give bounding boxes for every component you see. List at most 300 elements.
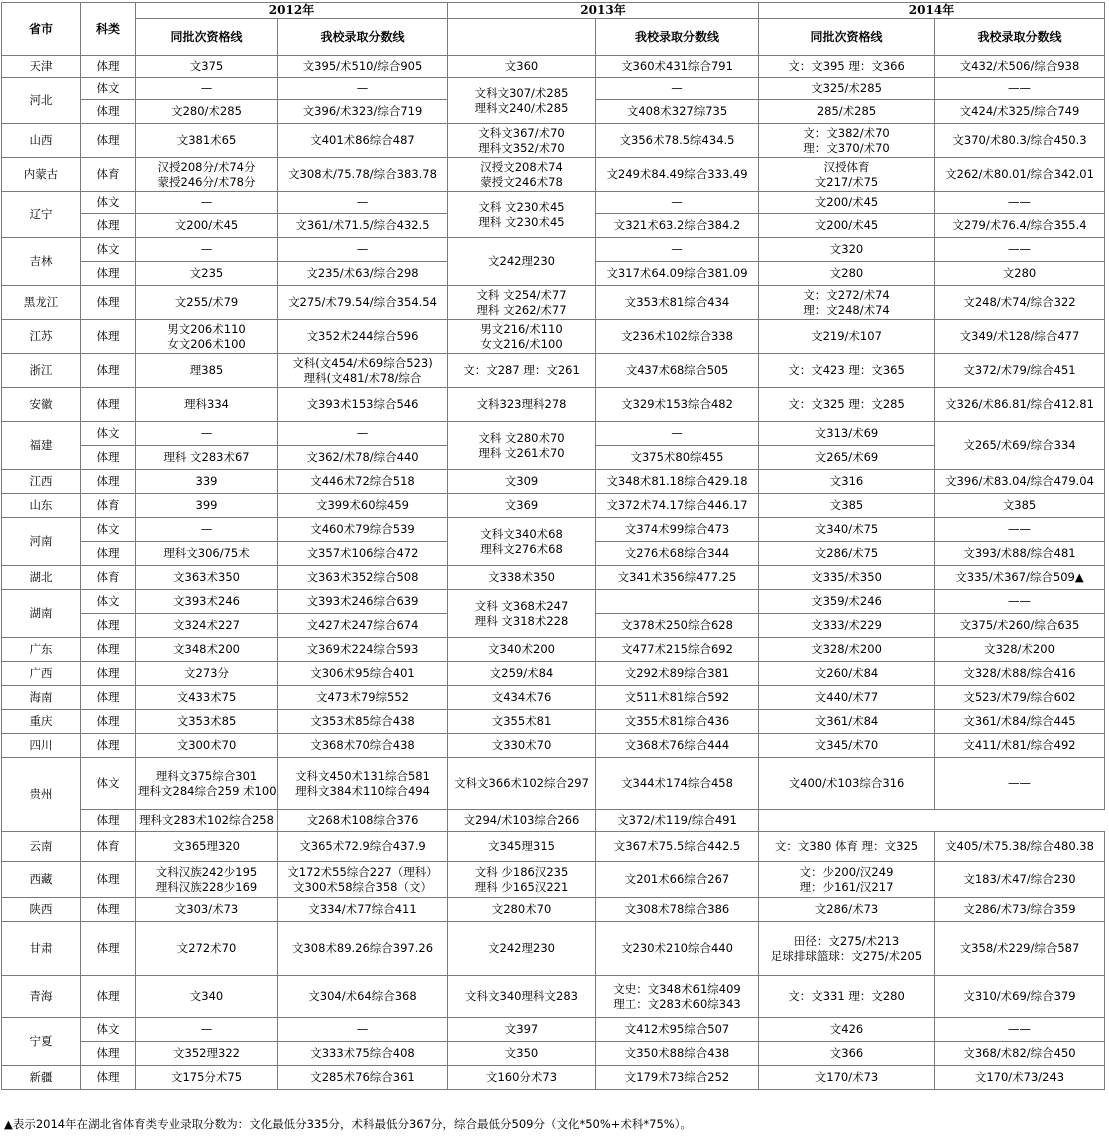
table-row xyxy=(2,898,1105,922)
table-row xyxy=(2,758,1105,810)
category-cell: 体理 xyxy=(81,320,136,354)
category-cell: 体理 xyxy=(81,862,136,898)
score-cell: 文175分术75 xyxy=(136,1066,278,1090)
score-cell: 文321术63.2综合384.2 xyxy=(596,214,759,238)
category-cell: 体理 xyxy=(81,542,136,566)
table-row xyxy=(2,494,1105,518)
table-row xyxy=(2,566,1105,590)
score-cell: 文268术108综合376 xyxy=(278,810,448,832)
category-cell: 体育 xyxy=(81,158,136,192)
score-cell: 文399术60综459 xyxy=(278,494,448,518)
score-cell: 文374术99综合473 xyxy=(596,518,759,542)
score-line: 文300术58综合358（文） xyxy=(292,879,433,894)
score-line: 理科文375综合301 xyxy=(155,768,258,783)
score-cell: 文375/术260/综合635 xyxy=(935,614,1105,638)
score-cell: 文200/术45 xyxy=(759,214,935,238)
score-cell: 文292术89综合381 xyxy=(596,662,759,686)
table-row xyxy=(2,286,1105,320)
score-cell: 理科334 xyxy=(136,388,278,422)
score-cell: 文361/术84 xyxy=(759,710,935,734)
score-cell: 文200/术45 xyxy=(759,192,935,214)
score-cell: 文310/术69/综合379 xyxy=(935,976,1105,1018)
score-cell: 文280 xyxy=(935,262,1105,286)
score-cell: 文369术224综合593 xyxy=(278,638,448,662)
footnote: ▲表示2014年在湖北省体育类专业录取分数为：文化最低分335分，术科最低分367分，综合最低分509分（文化*50%+术科*75%）。 xyxy=(4,1117,692,1131)
header-2013-batch-line xyxy=(448,19,596,56)
score-cell: 文396/术323/综合719 xyxy=(278,100,448,124)
category-cell: 体理 xyxy=(81,100,136,124)
score-cell: 文366 xyxy=(759,1042,935,1066)
province-cell: 天津 xyxy=(2,56,81,78)
score-cell: 文408术327综735 xyxy=(596,100,759,124)
category-cell: 体理 xyxy=(81,662,136,686)
score-line: 理：文248/术74 xyxy=(803,302,890,317)
score-cell: 文381术65 xyxy=(136,124,278,158)
score-cell: 文320 xyxy=(759,238,935,262)
score-cell: 文276术68综合344 xyxy=(596,542,759,566)
province-cell: 广东 xyxy=(2,638,81,662)
table-body xyxy=(2,56,1105,1090)
score-cell: 文333/术229 xyxy=(759,614,935,638)
score-cell: 文353术85 xyxy=(136,710,278,734)
province-cell: 浙江 xyxy=(2,354,81,388)
score-cell: 文304/术64综合368 xyxy=(278,976,448,1018)
score-line: 理科文352/术70 xyxy=(478,140,565,155)
score-cell: 文393术246综合639 xyxy=(278,590,448,614)
score-cell: 文375术80综455 xyxy=(596,446,759,470)
category-cell: 体理 xyxy=(81,470,136,494)
table-row xyxy=(2,518,1105,542)
score-cell: 文477术215综合692 xyxy=(596,638,759,662)
category-cell: 体理 xyxy=(81,614,136,638)
category-cell: 体理 xyxy=(81,388,136,422)
score-cell: 文272术70 xyxy=(136,922,278,976)
score-line: 女文206术100 xyxy=(167,336,246,351)
score-cell xyxy=(448,422,596,470)
category-cell: 体理 xyxy=(81,1042,136,1066)
province-cell: 新疆 xyxy=(2,1066,81,1090)
province-cell: 安徽 xyxy=(2,388,81,422)
score-line: 文217/术75 xyxy=(814,174,879,189)
score-line: 文172术55综合227（理科） xyxy=(287,864,438,879)
score-cell: — xyxy=(596,78,759,100)
category-cell: 体理 xyxy=(81,922,136,976)
score-cell: 文357术106综合472 xyxy=(278,542,448,566)
score-cell: 文460术79综合539 xyxy=(278,518,448,542)
score-cell: 文280术70 xyxy=(448,898,596,922)
province-cell: 海南 xyxy=(2,686,81,710)
category-cell: 体文 xyxy=(81,192,136,214)
score-line: 文科文367/术70 xyxy=(478,125,565,140)
score-cell: 文363术352综合508 xyxy=(278,566,448,590)
table-row xyxy=(2,388,1105,422)
province-cell: 西藏 xyxy=(2,862,81,898)
score-cell xyxy=(759,124,935,158)
score-cell: 文393术153综合546 xyxy=(278,388,448,422)
score-cell: 文160分术73 xyxy=(448,1066,596,1090)
score-line: 理科 文230术45 xyxy=(478,214,565,229)
score-cell: 文230术210综合440 xyxy=(596,922,759,976)
score-cell: 文446术72综合518 xyxy=(278,470,448,494)
score-cell: 文：文325 理：文285 xyxy=(759,388,935,422)
score-line: 理科文276术68 xyxy=(480,541,563,556)
score-cell: 文179术73综合252 xyxy=(596,1066,759,1090)
score-cell: 文316 xyxy=(759,470,935,494)
score-cell: 文：文287 理：文261 xyxy=(448,354,596,388)
score-cell: 文405/术75.38/综合480.38 xyxy=(935,832,1105,862)
score-cell: 文401术86综合487 xyxy=(278,124,448,158)
score-line: 理科文284综合259 术100 xyxy=(138,783,277,798)
score-cell: 文365术72.9综合437.9 xyxy=(278,832,448,862)
score-cell: 文308术78综合386 xyxy=(596,898,759,922)
score-cell: 文255/术79 xyxy=(136,286,278,320)
score-cell: 文286/术75 xyxy=(759,542,935,566)
score-cell: 文345理315 xyxy=(448,832,596,862)
score-cell: 文355术81综合436 xyxy=(596,710,759,734)
score-cell: 文359/术246 xyxy=(759,590,935,614)
score-cell: 文317术64.09综合381.09 xyxy=(596,262,759,286)
score-cell: 文：文331 理：文280 xyxy=(759,976,935,1018)
score-cell: 文324术227 xyxy=(136,614,278,638)
score-cell: 文368/术82/综合450 xyxy=(935,1042,1105,1066)
score-cell: 文372术74.17综合446.17 xyxy=(596,494,759,518)
table-row xyxy=(2,810,1105,832)
score-cell: 文170/术73 xyxy=(759,1066,935,1090)
header-2014-batch-line: 同批次资格线 xyxy=(759,19,935,56)
score-cell: 文329术153综合482 xyxy=(596,388,759,422)
province-cell: 湖南 xyxy=(2,590,81,638)
score-cell: 文434术76 xyxy=(448,686,596,710)
table-row xyxy=(2,710,1105,734)
score-cell: 文361/术71.5/综合432.5 xyxy=(278,214,448,238)
table-row xyxy=(2,422,1105,446)
score-cell: 文242理230 xyxy=(448,922,596,976)
score-line: 文科 文230术45 xyxy=(478,199,565,214)
score-cell: 文397 xyxy=(448,1018,596,1042)
table-row xyxy=(2,638,1105,662)
score-cell: 文248/术74/综合322 xyxy=(935,286,1105,320)
table-row xyxy=(2,470,1105,494)
table-row xyxy=(2,976,1105,1018)
table-row xyxy=(2,354,1105,388)
category-cell: 体文 xyxy=(81,78,136,100)
province-cell: 江西 xyxy=(2,470,81,494)
score-cell: 文330术70 xyxy=(448,734,596,758)
category-cell: 体文 xyxy=(81,422,136,446)
score-line: 文史：文348术61综409 xyxy=(613,981,741,996)
score-line: 文科文450术131综合581 xyxy=(295,768,430,783)
score-line: 汉授文208术74 xyxy=(480,159,563,174)
score-cell: 文335/术350 xyxy=(759,566,935,590)
score-line: 蒙授文246术78 xyxy=(480,174,563,189)
score-cell: 文360 xyxy=(448,56,596,78)
province-cell: 四川 xyxy=(2,734,81,758)
category-cell: 体理 xyxy=(81,710,136,734)
score-cell: 文348术81.18综合429.18 xyxy=(596,470,759,494)
score-cell: 理科 文283术67 xyxy=(136,446,278,470)
score-cell: — xyxy=(136,1018,278,1042)
header-2013-school-line: 我校录取分数线 xyxy=(596,19,759,56)
score-cell: 文372/术119/综合491 xyxy=(596,810,759,832)
score-line: 文：文272/术74 xyxy=(803,287,890,302)
header-2014-school-line: 我校录取分数线 xyxy=(935,19,1105,56)
category-cell: 体理 xyxy=(81,214,136,238)
score-cell: 文433术75 xyxy=(136,686,278,710)
table-row xyxy=(2,686,1105,710)
category-cell: 体理 xyxy=(81,810,136,832)
score-cell: 文349/术128/综合477 xyxy=(935,320,1105,354)
score-cell: 文385 xyxy=(935,494,1105,518)
score-cell: 文511术81综合592 xyxy=(596,686,759,710)
score-cell xyxy=(448,124,596,158)
score-cell: —— xyxy=(935,590,1105,614)
score-cell: 文286/术73/综合359 xyxy=(935,898,1105,922)
score-line: 男文206术110 xyxy=(167,321,246,336)
score-cell: 理科文283术102综合258 xyxy=(136,810,278,832)
score-cell: 文306术95综合401 xyxy=(278,662,448,686)
score-cell: 文396/术83.04/综合479.04 xyxy=(935,470,1105,494)
score-cell: 文367术75.5综合442.5 xyxy=(596,832,759,862)
table-row xyxy=(2,1066,1105,1090)
score-cell: 文369 xyxy=(448,494,596,518)
score-cell: 文350 xyxy=(448,1042,596,1066)
table-row xyxy=(2,862,1105,898)
score-cell: 文393术246 xyxy=(136,590,278,614)
province-cell: 吉林 xyxy=(2,238,81,286)
score-line: 文科 文280术70 xyxy=(478,430,565,445)
score-line: 文：文382/术70 xyxy=(803,125,890,140)
score-cell xyxy=(278,758,448,810)
score-cell xyxy=(596,976,759,1018)
score-cell: 文360术431综合791 xyxy=(596,56,759,78)
score-cell xyxy=(278,862,448,898)
score-line: 理科文384术110综合494 xyxy=(295,783,430,798)
score-cell: 文334/术77综合411 xyxy=(278,898,448,922)
score-cell: — xyxy=(596,192,759,214)
score-cell: 文219/术107 xyxy=(759,320,935,354)
score-line: 文科 文368术247 xyxy=(474,598,569,613)
score-cell: 文328/术200 xyxy=(759,638,935,662)
score-cell: 文340/术75 xyxy=(759,518,935,542)
score-cell: 文201术66综合267 xyxy=(596,862,759,898)
score-cell: — xyxy=(136,78,278,100)
score-line: 男文216/术110 xyxy=(480,321,563,336)
province-cell: 青海 xyxy=(2,976,81,1018)
province-cell: 广西 xyxy=(2,662,81,686)
score-cell: 文427术247综合674 xyxy=(278,614,448,638)
score-cell xyxy=(448,192,596,238)
category-cell: 体育 xyxy=(81,566,136,590)
table-row xyxy=(2,734,1105,758)
score-cell: 文308术/75.78/综合383.78 xyxy=(278,158,448,192)
score-cell: 文385 xyxy=(759,494,935,518)
score-cell: 文432/术506/综合938 xyxy=(935,56,1105,78)
province-cell: 河南 xyxy=(2,518,81,566)
score-cell: 文280/术285 xyxy=(136,100,278,124)
score-line: 汉授体育 xyxy=(823,159,870,174)
category-cell: 体文 xyxy=(81,238,136,262)
category-cell: 体理 xyxy=(81,898,136,922)
score-cell: —— xyxy=(935,1018,1105,1042)
score-cell: 文259/术84 xyxy=(448,662,596,686)
score-cell: 文400/术103综合316 xyxy=(759,758,935,810)
header-year-2012: 2012年 xyxy=(136,3,448,19)
score-cell xyxy=(136,158,278,192)
score-cell: — xyxy=(136,192,278,214)
table-row xyxy=(2,124,1105,158)
score-line: 理：少161/汉217 xyxy=(799,879,894,894)
score-cell: 文362/术78/综合440 xyxy=(278,446,448,470)
province-cell: 湖北 xyxy=(2,566,81,590)
score-cell xyxy=(759,286,935,320)
score-cell: — xyxy=(278,1018,448,1042)
score-line: 文科 文254/术77 xyxy=(476,287,567,302)
score-line: 文科文340术68 xyxy=(480,526,563,541)
score-cell: 文473术79综552 xyxy=(278,686,448,710)
score-cell: —— xyxy=(935,238,1105,262)
score-cell: 文365理320 xyxy=(136,832,278,862)
table-row xyxy=(2,158,1105,192)
score-line: 文科 少186汉235 xyxy=(474,864,569,879)
score-cell: 文科323理科278 xyxy=(448,388,596,422)
province-cell: 黑龙江 xyxy=(2,286,81,320)
score-cell: 339 xyxy=(136,470,278,494)
score-cell: — xyxy=(596,422,759,446)
province-cell: 福建 xyxy=(2,422,81,470)
score-cell: 文424/术325/综合749 xyxy=(935,100,1105,124)
score-line: 田径：文275/术213 xyxy=(793,933,900,948)
score-cell: 文328/术200 xyxy=(935,638,1105,662)
score-cell: 文235 xyxy=(136,262,278,286)
province-cell: 云南 xyxy=(2,832,81,862)
header-year-2013: 2013年 xyxy=(448,3,759,19)
header-province: 省市 xyxy=(2,3,81,56)
category-cell: 体理 xyxy=(81,354,136,388)
score-cell: 文科文366术102综合297 xyxy=(448,758,596,810)
score-cell: 文355术81 xyxy=(448,710,596,734)
score-cell: 文275/术79.54/综合354.54 xyxy=(278,286,448,320)
score-cell: 文344术174综合458 xyxy=(596,758,759,810)
score-cell: 文286/术73 xyxy=(759,898,935,922)
score-line: 理科(文481/术78/综合 xyxy=(303,370,422,385)
score-line: 女文216/术100 xyxy=(480,336,563,351)
province-cell: 山西 xyxy=(2,124,81,158)
table-row xyxy=(2,590,1105,614)
score-line: 汉授208分/术74分 xyxy=(157,159,256,174)
score-cell: —— xyxy=(935,192,1105,214)
score-cell: 文285术76综合361 xyxy=(278,1066,448,1090)
score-cell: 文235/术63/综合298 xyxy=(278,262,448,286)
score-cell: 文326/术86.81/综合412.81 xyxy=(935,388,1105,422)
category-cell: 体理 xyxy=(81,976,136,1018)
score-line: 文科(文454/术69综合523) xyxy=(292,355,433,370)
province-cell: 甘肃 xyxy=(2,922,81,976)
score-cell: 文348术200 xyxy=(136,638,278,662)
header-category: 科类 xyxy=(81,3,136,56)
score-cell: 文236术102综合338 xyxy=(596,320,759,354)
score-cell: 文350术88综合438 xyxy=(596,1042,759,1066)
table-row xyxy=(2,662,1105,686)
category-cell: 体文 xyxy=(81,518,136,542)
score-cell: 文300术70 xyxy=(136,734,278,758)
score-cell xyxy=(136,320,278,354)
score-cell: 文294/术103综合266 xyxy=(448,810,596,832)
score-cell: —— xyxy=(935,758,1105,810)
score-cell: —— xyxy=(935,78,1105,100)
score-line: 蒙授246分/术78分 xyxy=(157,174,256,189)
score-cell: 文370/术80.3/综合450.3 xyxy=(935,124,1105,158)
score-cell: 文358/术229/综合587 xyxy=(935,922,1105,976)
score-line: 理工：文283术60综343 xyxy=(613,996,741,1011)
score-cell: 文363术350 xyxy=(136,566,278,590)
score-cell: 理385 xyxy=(136,354,278,388)
score-cell: 文325/术285 xyxy=(759,78,935,100)
score-cell xyxy=(759,862,935,898)
score-cell: 文372/术79/综合451 xyxy=(935,354,1105,388)
header-2012-school-line: 我校录取分数线 xyxy=(278,19,448,56)
score-cell: 文265/术69 xyxy=(759,446,935,470)
score-cell: 文395/术510/综合905 xyxy=(278,56,448,78)
table-row xyxy=(2,56,1105,78)
score-cell: 文333术75综合408 xyxy=(278,1042,448,1066)
score-cell: 文412术95综合507 xyxy=(596,1018,759,1042)
category-cell: 体理 xyxy=(81,446,136,470)
score-cell: 文378术250综合628 xyxy=(596,614,759,638)
score-cell: 文265/术69/综合334 xyxy=(935,422,1105,470)
score-cell xyxy=(136,862,278,898)
table-row xyxy=(2,1042,1105,1066)
score-cell: 文338术350 xyxy=(448,566,596,590)
category-cell: 体育 xyxy=(81,832,136,862)
score-cell: 文352理322 xyxy=(136,1042,278,1066)
score-line: 文科文307/术285 xyxy=(474,85,569,100)
score-line: 文：少200/汉249 xyxy=(799,864,894,879)
header-year-2014: 2014年 xyxy=(759,3,1105,19)
score-cell: 文303/术73 xyxy=(136,898,278,922)
score-cell xyxy=(448,518,596,566)
score-cell: 文437术68综合505 xyxy=(596,354,759,388)
table-row xyxy=(2,238,1105,262)
score-cell xyxy=(596,590,759,614)
score-cell: 文345/术70 xyxy=(759,734,935,758)
score-cell: — xyxy=(278,422,448,446)
score-cell: 文科文340理科文283 xyxy=(448,976,596,1018)
score-cell: — xyxy=(278,192,448,214)
score-line: 理科 文318术228 xyxy=(474,613,569,628)
province-cell: 江苏 xyxy=(2,320,81,354)
score-cell: 285/术285 xyxy=(759,100,935,124)
table-row xyxy=(2,192,1105,214)
table-row xyxy=(2,1018,1105,1042)
table-row xyxy=(2,320,1105,354)
score-cell xyxy=(759,922,935,976)
score-cell: 文356术78.5综434.5 xyxy=(596,124,759,158)
table-row xyxy=(2,78,1105,100)
score-line: 理科 文261术70 xyxy=(478,445,565,460)
score-cell: 文260/术84 xyxy=(759,662,935,686)
province-cell: 宁夏 xyxy=(2,1018,81,1066)
score-cell xyxy=(448,320,596,354)
category-cell: 体文 xyxy=(81,758,136,810)
score-cell: 文：文423 理：文365 xyxy=(759,354,935,388)
category-cell: 体文 xyxy=(81,590,136,614)
category-cell: 体理 xyxy=(81,1066,136,1090)
score-cell: 理科文306/75术 xyxy=(136,542,278,566)
score-cell: 文308术89.26综合397.26 xyxy=(278,922,448,976)
score-cell: — xyxy=(278,238,448,262)
score-line: 理：文370/术70 xyxy=(803,140,890,155)
score-cell: 文273分 xyxy=(136,662,278,686)
